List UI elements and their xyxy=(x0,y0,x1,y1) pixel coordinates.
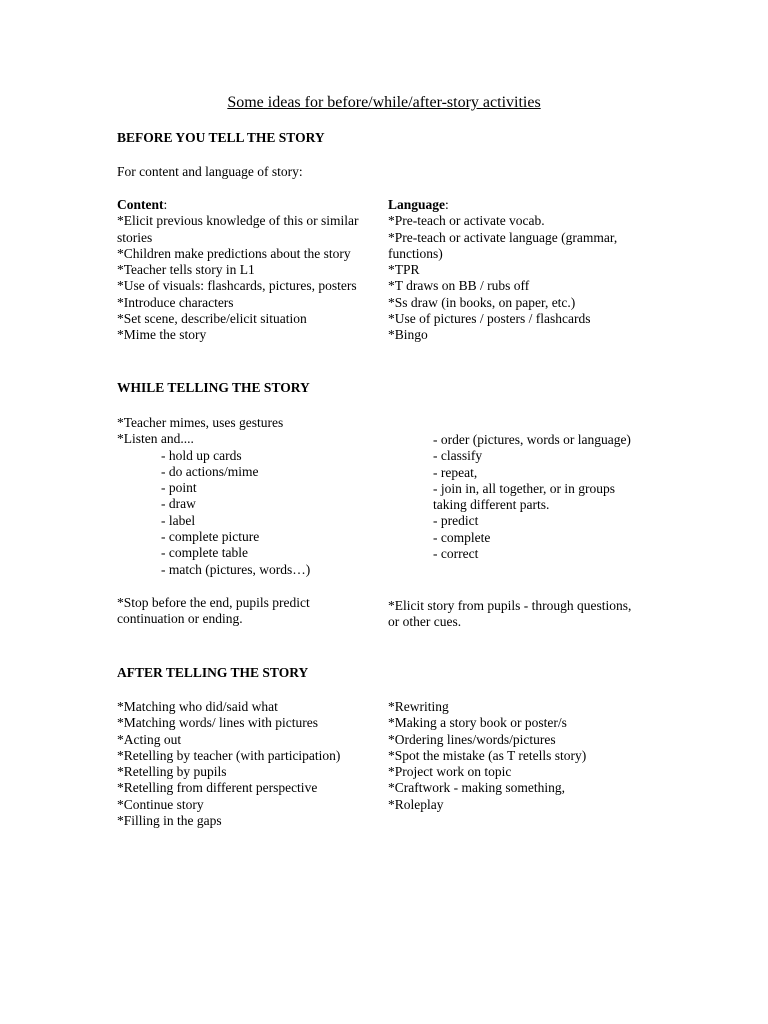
content-item: *Use of visuals: flashcards, pictures, posters xyxy=(117,278,357,294)
after-item: *Ordering lines/words/pictures xyxy=(388,731,556,747)
after-item: *Matching who did/said what xyxy=(117,699,278,714)
language-item: *Ss draw (in books, on paper, etc.) xyxy=(388,294,576,310)
page-title: Some ideas for before/while/after-story activities xyxy=(227,94,541,111)
after-item: *Retelling from different perspective xyxy=(117,780,318,796)
listen-activity-item: - correct xyxy=(433,546,479,562)
section-heading-before: BEFORE YOU TELL THE STORY xyxy=(117,130,325,145)
language-item: *TPR xyxy=(388,262,420,278)
language-colon: : xyxy=(445,197,449,212)
elicit-story-line: *Elicit story from pupils - through questions, xyxy=(388,598,632,613)
before-intro: For content and language of story: xyxy=(117,164,303,179)
content-column xyxy=(117,197,358,344)
after-left-column xyxy=(117,699,340,829)
stop-before-line: continuation or ending. xyxy=(117,611,243,627)
listen-activity-item: - complete xyxy=(433,529,491,545)
content-item: *Teacher tells story in L1 xyxy=(117,262,255,278)
language-item: *Pre-teach or activate language (grammar, xyxy=(388,229,618,245)
listen-activity-item: - hold up cards xyxy=(161,447,242,463)
while-right-column xyxy=(433,432,631,562)
listen-activity-item: - order (pictures, words or language) xyxy=(433,432,631,447)
listen-activity-item: - label xyxy=(161,512,196,528)
language-item: *Bingo xyxy=(388,327,428,343)
content-item: *Elicit previous knowledge of this or similar xyxy=(117,213,359,229)
after-item: *Filling in the gaps xyxy=(117,813,222,829)
listen-activity-item: - classify xyxy=(433,448,483,464)
after-item: *Making a story book or poster/s xyxy=(388,715,567,731)
language-heading xyxy=(388,197,617,213)
after-right-column xyxy=(388,699,586,813)
listen-activity-item: - draw xyxy=(161,496,196,512)
content-colon: : xyxy=(163,197,168,212)
after-item: *Project work on topic xyxy=(388,764,512,780)
after-item: *Retelling by pupils xyxy=(117,764,227,780)
stop-before-paragraph xyxy=(117,595,310,628)
language-item: *Use of pictures / posters / flashcards xyxy=(388,311,591,327)
listen-activity-item: - complete table xyxy=(161,545,248,561)
after-item: *Craftwork - making something, xyxy=(388,780,565,796)
stop-before-line: *Stop before the end, pupils predict xyxy=(117,595,310,610)
language-item: *T draws on BB / rubs off xyxy=(388,278,530,294)
content-heading xyxy=(117,197,358,213)
content-item: stories xyxy=(117,229,153,245)
after-item: *Roleplay xyxy=(388,796,444,812)
elicit-story-line: or other cues. xyxy=(388,614,462,630)
content-item: *Set scene, describe/elicit situation xyxy=(117,311,307,327)
content-item: *Children make predictions about the story xyxy=(117,245,351,261)
while-item: *Teacher mimes, uses gestures xyxy=(117,415,284,430)
section-heading-while: WHILE TELLING THE STORY xyxy=(117,380,310,395)
section-heading-after: AFTER TELLING THE STORY xyxy=(117,665,309,680)
language-label: Language xyxy=(388,197,446,212)
language-column xyxy=(388,197,617,344)
listen-activity-item: - do actions/mime xyxy=(161,463,259,479)
while-item: *Listen and.... xyxy=(117,431,194,447)
elicit-story-paragraph xyxy=(388,598,631,631)
content-label: Content xyxy=(117,197,164,212)
listen-activity-item: - complete picture xyxy=(161,529,260,545)
listen-activity-item: taking different parts. xyxy=(433,497,550,513)
after-item: *Continue story xyxy=(117,796,204,812)
while-left-column xyxy=(117,415,310,578)
language-item: *Pre-teach or activate vocab. xyxy=(388,213,545,229)
after-item: *Acting out xyxy=(117,731,182,747)
after-item: *Rewriting xyxy=(388,699,449,714)
listen-activity-item: - predict xyxy=(433,513,479,529)
listen-activity-item: - point xyxy=(161,480,197,496)
after-item: *Matching words/ lines with pictures xyxy=(117,715,318,731)
after-item: *Spot the mistake (as T retells story) xyxy=(388,747,587,763)
listen-activity-item: - match (pictures, words…) xyxy=(161,561,311,577)
content-item: *Mime the story xyxy=(117,327,207,343)
content-item: *Introduce characters xyxy=(117,294,234,310)
listen-activity-item: - repeat, xyxy=(433,464,478,480)
listen-activity-item: - join in, all together, or in groups xyxy=(433,480,616,496)
language-item: functions) xyxy=(388,245,443,261)
after-item: *Retelling by teacher (with participation) xyxy=(117,747,341,763)
